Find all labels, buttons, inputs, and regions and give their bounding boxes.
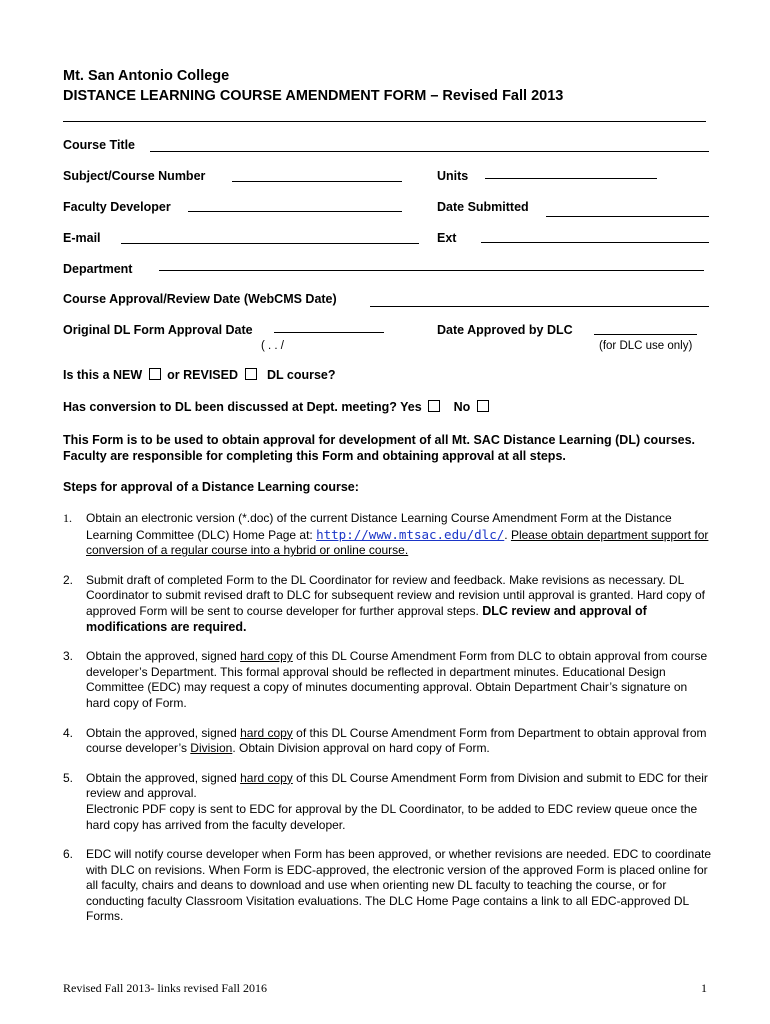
step-text: Obtain the approved, signed: [86, 770, 241, 785]
step-text: of this DL Course Amendment Form from DLC to obtain approval from course developer’s Department. This formal approval should be reflected in department minutes. Educational Design Committee (EDC) may request a copy of minutes documenting approval. Obtain Department Chair’s signature on hard copy of Form.: [86, 649, 708, 710]
new-or-revised-question: [63, 368, 336, 382]
step-text: Obtain an electronic version (*.doc) of the current Distance Learning Course Amendment Form at the Distance Learning Committee (DLC) Home Page at:: [86, 511, 672, 542]
step-item: [63, 726, 713, 757]
units-label: Units: [437, 169, 469, 183]
step-text-underlined: hard copy: [240, 649, 293, 664]
step-item: [63, 847, 713, 925]
step-number: 5.: [63, 770, 74, 785]
revised-label: or REVISED: [167, 368, 239, 382]
intro-paragraph: This Form is to be used to obtain approval for development of all Mt. SAC Distance Learning (DL) courses. Faculty are responsible for completing this Form and obtaining approval at all steps.: [63, 433, 696, 463]
units-field[interactable]: [485, 178, 657, 179]
form-header: [63, 66, 563, 106]
revised-checkbox[interactable]: [245, 368, 257, 380]
yes-checkbox[interactable]: [428, 400, 440, 412]
step-text: Obtain the approved, signed: [86, 725, 241, 740]
steps-list: [63, 511, 713, 925]
date-submitted-label: Date Submitted: [437, 200, 529, 214]
step-item: [63, 649, 713, 711]
original-dl-form-date-label: Original DL Form Approval Date: [63, 323, 253, 337]
step-text-bold: DLC review and approval of modifications are required.: [86, 603, 647, 634]
yes-label: Yes: [400, 400, 422, 414]
date-submitted-field[interactable]: [546, 216, 709, 217]
step-text: of this DL Course Amendment Form from Department to obtain approval from course developer’s: [86, 725, 707, 756]
step-number: 2.: [63, 572, 74, 587]
no-label: No: [453, 400, 471, 414]
course-approval-date-label: Course Approval/Review Date (WebCMS Date): [63, 292, 337, 306]
ext-label: Ext: [437, 231, 457, 245]
steps-heading: Steps for approval of a Distance Learning course:: [63, 480, 359, 494]
step-item: [63, 511, 713, 559]
page-number: 1: [701, 981, 707, 995]
step-number: 6.: [63, 847, 74, 862]
email-field[interactable]: [121, 243, 419, 244]
new-label: Is this a NEW: [63, 368, 143, 382]
step-text-underlined: Division: [190, 741, 233, 756]
step-text: Electronic PDF copy is sent to EDC for approval by the DL Coordinator, to be added to EDC review queue once the hard copy has arrived from the faculty developer.: [86, 801, 698, 832]
step-item: [63, 573, 713, 635]
step-text-underlined: hard copy: [240, 770, 293, 785]
original-dl-form-date-field[interactable]: [274, 332, 384, 333]
ext-field[interactable]: [481, 242, 709, 243]
faculty-developer-label: Faculty Developer: [63, 200, 171, 214]
step-text-underlined: hard copy: [240, 725, 293, 740]
header-divider: [63, 121, 706, 122]
step-text: . Obtain Division approval on hard copy of Form.: [232, 741, 490, 756]
new-checkbox[interactable]: [149, 368, 161, 380]
step-text: Submit draft of completed Form to the DL Coordinator for review and feedback. Make revisions as necessary. DL Coordinator to submit revised draft to DLC for subsequent review and revision until approval is granted. Hard copy of approved Form will be sent to course developer for further approval steps.: [86, 572, 705, 618]
department-label: Department: [63, 262, 133, 276]
step-item: [63, 771, 713, 833]
footer-revision-note: Revised Fall 2013- links revised Fall 2016: [63, 981, 267, 995]
step-text-underlined: Please obtain department support for conversion of a regular course into a hybrid or online course.: [86, 527, 709, 558]
conversion-question-text: Has conversion to DL been discussed at Dept. meeting?: [63, 400, 397, 414]
step-text: Obtain the approved, signed: [86, 649, 241, 664]
no-checkbox[interactable]: [477, 400, 489, 412]
step-number: 4.: [63, 725, 74, 740]
date-approved-by-dlc-field[interactable]: [594, 334, 697, 335]
form-title: DISTANCE LEARNING COURSE AMENDMENT FORM – Revised Fall 2013: [63, 88, 564, 104]
dlc-homepage-link[interactable]: http://www.mtsac.edu/dlc/: [316, 526, 505, 542]
step-text: .: [504, 527, 511, 542]
step-number: 3.: [63, 649, 74, 664]
faculty-developer-field[interactable]: [188, 211, 402, 212]
step-text: EDC will notify course developer when Form has been approved, or whether revisions are needed. EDC to coordinate with DLC on revisions. When Form is EDC-approved, the electronic version of the approved Form is placed online for all faculty, chairs and deans to download and use when orienting new DL faculty to teaching the course, or for conducting faculty Classroom Visitation evaluations. The DLC Home Page contains a link to all EDC-approved DL Forms.: [86, 847, 711, 924]
dl-course-label: DL course?: [266, 368, 336, 382]
conversion-question: [63, 400, 492, 414]
course-title-field[interactable]: [150, 151, 709, 152]
step-text: of this DL Course Amendment Form from Division and submit to EDC for their review and approval.: [86, 770, 708, 801]
partial-note: ( . . /: [261, 340, 284, 352]
subject-course-number-label: Subject/Course Number: [63, 169, 206, 183]
course-approval-date-field[interactable]: [370, 306, 709, 307]
college-name: Mt. San Antonio College: [63, 68, 230, 84]
email-label: E-mail: [63, 231, 101, 245]
step-number: 1.: [63, 511, 72, 525]
dlc-use-only-note: (for DLC use only): [599, 340, 693, 352]
subject-course-number-field[interactable]: [232, 181, 402, 182]
date-approved-by-dlc-label: Date Approved by DLC: [437, 323, 573, 337]
department-field[interactable]: [159, 270, 704, 271]
course-title-label: Course Title: [63, 138, 136, 152]
